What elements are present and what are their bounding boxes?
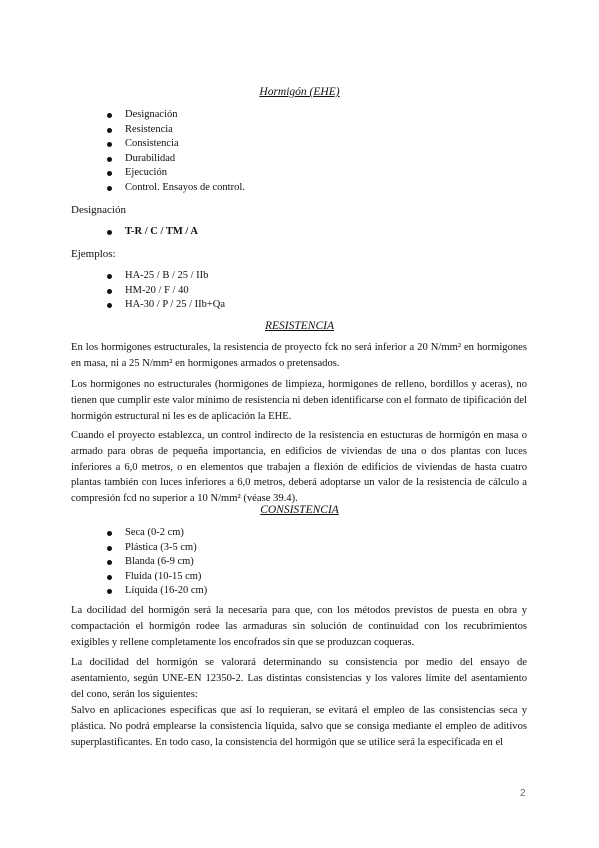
resistencia-paragraph: Los hormigones no estructurales (hormigones de limpieza, hormigones de relleno, bordillos y aceras), no tienen que cumplir este valor mínimo de resistencia ni deben identificarse con el formato de tipificación del hormigón estructural ni les es de aplicación la EHE. [71,379,527,422]
designacion-format-list [107,225,198,240]
list-item: Plástica (3-5 cm) [107,541,207,556]
list-item: Control. Ensayos de control. [107,181,245,196]
list-item: Consistencia [107,137,245,152]
consistencia-paragraph: La docilidad del hormigón será la necesaria para que, con los métodos previstos de puesta en obra y compactación el hormigón rodee las armaduras sin solución de continuidad con los recubrimientos exigibles y rellene completamente los encofrados sin que se produzcan coqueras. [71,605,527,648]
list-item: Resistencia [107,123,245,138]
examples-label: Ejemplos: [71,248,116,260]
page-number: 2 [520,788,526,799]
list-item: Durabilidad [107,152,245,167]
consistencia-heading: CONSISTENCIA [260,504,339,516]
resistencia-paragraph: En los hormigones estructurales, la resistencia de proyecto fck no será inferior a 20 N/mm² en hormigones en masa, ni a 25 N/mm² en hormigones armados o pretensados. [71,342,527,369]
designacion-format: T-R / C / TM / A [107,225,198,240]
examples-list [107,269,225,313]
resistencia-heading: RESISTENCIA [265,320,334,332]
consistencia-paragraph: La docilidad del hormigón se valorará determinando su consistencia por medio del ensayo de asentamiento, según UNE-EN 12350-2. Las distintas consistencias y los valores límite del asentamiento del cono, serán los siguientes: [71,657,527,700]
list-item: Líquida (16-20 cm) [107,584,207,599]
designacion-heading: Designación [71,204,126,216]
list-item: Fluida (10-15 cm) [107,570,207,585]
consistencia-paragraph: Salvo en aplicaciones específicas que así lo requieran, se evitará el empleo de las consistencias seca y plástica. No podrá emplearse la consistencia líquida, salvo que se consiga mediante el empleo de aditivos superplastificantes. En todo caso, la consistencia del hormigón que se utilice será la especificada en el [71,705,527,748]
resistencia-paragraph: Cuando el proyecto establezca, un control indirecto de la resistencia en estucturas de hormigón en masa o armado para obras de pequeña importancia, en edificios de viviendas de una o dos plantas con luces inferiores a 6,0 metros, o en elementos que trabajen a flexión de edificios de viviendas de hasta cuatro plantas también con luces inferiores a 6,0 metros, deberá adoptarse un valor de la resistencia de cálculo a compresión fcd no superior a 10 N/mm² (véase 39.4). [71,430,527,505]
list-item: HA-25 / B / 25 / IIb [107,269,225,284]
list-item: Seca (0-2 cm) [107,526,207,541]
list-item: Ejecución [107,166,245,181]
list-item: HM-20 / F / 40 [107,284,225,299]
list-item: Blanda (6-9 cm) [107,555,207,570]
consistencia-list [107,526,207,599]
document-title: Hormigón (EHE) [259,86,340,98]
list-item: Designación [107,108,245,123]
index-list [107,108,245,195]
list-item: HA-30 / P / 25 / IIb+Qa [107,298,225,313]
